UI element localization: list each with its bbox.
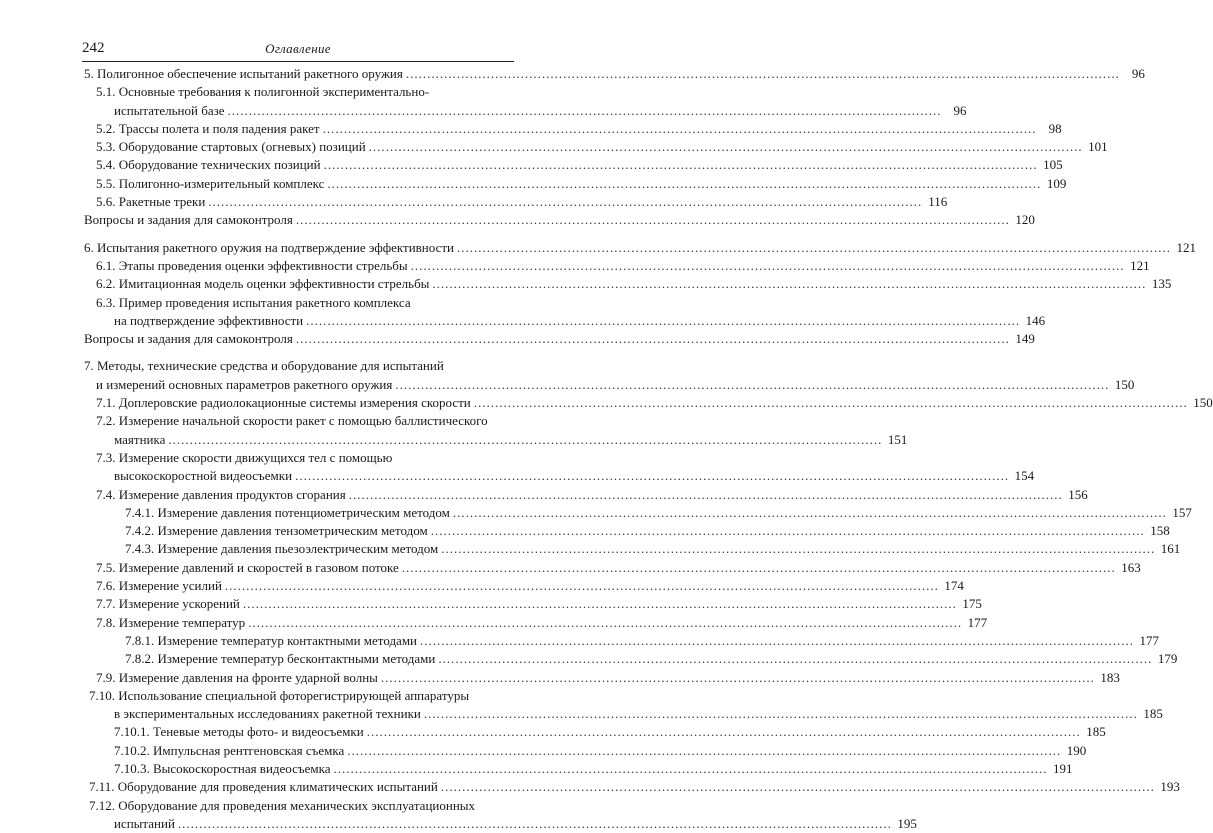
toc-page-number: 96 — [1131, 66, 1145, 81]
toc-section-7-3[interactable] — [82, 449, 514, 467]
toc-entry-text: 7.6. Измерение усилий — [96, 578, 222, 594]
toc-entry-text: 7.11. Оборудование для проведения климатических испытаний — [89, 779, 438, 795]
toc-page-number: 177 — [1139, 632, 1160, 648]
toc-entry-text: и измерений основных параметров ракетного оружия — [96, 376, 393, 392]
toc-page-number: 105 — [1043, 157, 1063, 173]
toc-section-5-1-cont[interactable] — [82, 102, 967, 120]
toc-subsection-7-10-1[interactable] — [82, 723, 1106, 741]
toc-section-7-8[interactable] — [82, 614, 988, 632]
toc-page-number: 183 — [1100, 669, 1120, 685]
toc-section-7-10[interactable] — [82, 687, 514, 705]
dot-leader: ........................................................................................................................................................................ — [432, 276, 1147, 292]
toc-section-5-2[interactable] — [82, 120, 1062, 138]
dot-leader: ........................................................................................................................................................................ — [438, 651, 1153, 667]
toc-page-number: 156 — [1068, 486, 1088, 502]
toc-section-5-4[interactable] — [82, 156, 1063, 174]
toc-page-number: 149 — [1015, 331, 1035, 347]
toc-page-number: 195 — [897, 815, 917, 831]
toc-page-number: 158 — [1150, 523, 1170, 539]
toc-page-number: 109 — [1046, 175, 1067, 191]
page-header — [82, 40, 514, 60]
toc-entry-text: 5.1. Основные требования к полигонной экспериментально- — [96, 84, 430, 100]
toc-page-number: 101 — [1088, 139, 1108, 155]
toc-page-number: 150 — [1114, 376, 1135, 392]
toc-section-7-12-cont[interactable] — [82, 815, 917, 833]
dot-leader: ........................................................................................................................................................................ — [380, 669, 1095, 685]
toc-entry-text: 7.10.2. Импульсная рентгеновская съемка — [114, 742, 345, 758]
toc-section-7-11[interactable] — [82, 778, 1180, 796]
dot-leader: ........................................................................................................................................................................ — [452, 504, 1167, 520]
toc-section-7-1[interactable] — [82, 394, 1213, 412]
toc-section-7-2[interactable] — [82, 412, 514, 430]
toc-subsection-7-4-1[interactable] — [82, 504, 1192, 522]
toc-entry-text: 7.10. Использование специальной фоторегистрирующей аппаратуры — [89, 687, 470, 703]
toc-page-number: 174 — [944, 578, 964, 594]
toc-entry-text: Вопросы и задания для самоконтроля — [84, 331, 293, 347]
toc-section-7-3-cont[interactable] — [82, 467, 1035, 485]
dot-leader: ........................................................................................................................................................................ — [168, 431, 883, 447]
toc-page-number: 191 — [1053, 760, 1073, 776]
dot-leader: ........................................................................................................................................................................ — [347, 742, 1062, 758]
dot-leader: ........................................................................................................................................................................ — [405, 66, 1120, 81]
toc-entry-text: 6. Испытания ракетного оружия на подтверждение эффективности — [84, 239, 454, 255]
toc-section-7-2-cont[interactable] — [82, 431, 908, 449]
toc-entry-text: 7.7. Измерение ускорений — [96, 596, 240, 612]
toc-section-5-1[interactable] — [82, 83, 514, 101]
toc-page-number: 161 — [1160, 541, 1181, 557]
toc-entry-text: 5. Полигонное обеспечение испытаний ракетного оружия — [84, 66, 403, 81]
toc-entry-text: высокоскоростной видеосъемки — [114, 468, 293, 484]
dot-leader: ........................................................................................................................................................................ — [322, 120, 1037, 136]
toc-subsection-7-4-3[interactable] — [82, 540, 1181, 558]
dot-leader: ........................................................................................................................................................................ — [423, 706, 1138, 722]
toc-chapter-7-cont[interactable] — [82, 376, 1135, 394]
toc-page-number: 98 — [1048, 120, 1062, 136]
dot-leader: ........................................................................................................................................................................ — [410, 257, 1125, 273]
toc-section-5-3[interactable] — [82, 138, 1108, 156]
dot-leader: ........................................................................................................................................................................ — [368, 139, 1083, 155]
dot-leader: ........................................................................................................................................................................ — [457, 239, 1171, 255]
toc-page-number: 150 — [1193, 395, 1213, 411]
toc-subsection-7-4-2[interactable] — [82, 522, 1170, 540]
dot-leader: ........................................................................................................................................................................ — [401, 559, 1116, 575]
toc-section-7-9[interactable] — [82, 669, 1120, 687]
dot-leader: ........................................................................................................................................................................ — [366, 724, 1081, 740]
running-title: Оглавление — [265, 41, 331, 56]
toc-entry-text: 6.2. Имитационная модель оценки эффективности стрельбы — [96, 276, 430, 292]
toc-entry-text: 7.8.2. Измерение температур бесконтактными методами — [125, 651, 436, 667]
toc-section-6-1[interactable] — [82, 257, 1150, 275]
toc-entry-text: 7.9. Измерение давления на фронте ударной волны — [96, 669, 378, 685]
toc-section-7-5[interactable] — [82, 559, 1141, 577]
table-of-contents — [82, 65, 1213, 833]
dot-leader: ........................................................................................................................................................................ — [420, 632, 1135, 648]
dot-leader: ........................................................................................................................................................................ — [295, 331, 1010, 347]
toc-section-5-6[interactable] — [82, 193, 948, 211]
toc-page-number: 116 — [928, 194, 948, 210]
toc-subsection-7-8-1[interactable] — [82, 632, 1160, 650]
toc-entry-text: маятника — [114, 431, 166, 447]
toc-page-number: 177 — [967, 614, 988, 630]
dot-leader: ........................................................................................................................................................................ — [208, 194, 923, 210]
toc-section-6-3-cont[interactable] — [82, 312, 1046, 330]
toc-page-number: 175 — [962, 596, 982, 612]
toc-entry-text: 7.4. Измерение давления продуктов сгорания — [96, 486, 346, 502]
toc-entry-text: 7. Методы, технические средства и оборудование для испытаний — [84, 358, 444, 374]
toc-page-number: 154 — [1014, 468, 1035, 484]
toc-entry-text: 7.10.3. Высокоскоростная видеосъемка — [114, 760, 331, 776]
header-rule — [82, 61, 514, 62]
toc-entry-text: в экспериментальных исследованиях ракетной техники — [114, 706, 421, 722]
toc-subsection-7-8-2[interactable] — [82, 650, 1178, 668]
toc-page-number: 179 — [1157, 651, 1178, 667]
toc-section-6-2[interactable] — [82, 275, 1172, 293]
toc-chapter-7[interactable] — [82, 357, 514, 375]
toc-entry-text: 7.2. Измерение начальной скорости ракет с помощью баллистического — [96, 413, 488, 429]
toc-section-7-12[interactable] — [82, 797, 514, 815]
toc-section-7-6[interactable] — [82, 577, 964, 595]
toc-page-number: 185 — [1143, 706, 1163, 722]
dot-leader: ........................................................................................................................................................................ — [323, 157, 1038, 173]
dot-leader: ........................................................................................................................................................................ — [306, 312, 1021, 328]
toc-entry-text: испытаний — [114, 815, 175, 831]
toc-page-number: 120 — [1015, 212, 1035, 228]
dot-leader: ........................................................................................................................................................................ — [248, 614, 963, 630]
toc-chapter-5[interactable] — [82, 65, 1145, 83]
toc-page-number: 96 — [953, 102, 967, 118]
toc-entry-text: 7.10.1. Теневые методы фото- и видеосъемки — [114, 724, 364, 740]
toc-entry-text: 7.1. Доплеровские радиолокационные системы измерения скорости — [96, 395, 471, 411]
toc-questions-5[interactable] — [82, 211, 1035, 229]
dot-leader: ........................................................................................................................................................................ — [440, 779, 1155, 795]
toc-entry-text: 5.4. Оборудование технических позиций — [96, 157, 321, 173]
toc-entry-text: 5.3. Оборудование стартовых (огневых) позиций — [96, 139, 366, 155]
toc-entry-text: 6.3. Пример проведения испытания ракетного комплекса — [96, 294, 411, 310]
toc-entry-text: на подтверждение эффективности — [114, 312, 304, 328]
dot-leader: ........................................................................................................................................................................ — [333, 760, 1048, 776]
dot-leader: ........................................................................................................................................................................ — [227, 102, 942, 118]
toc-page-number: 185 — [1086, 724, 1106, 740]
page-number: 242 — [82, 40, 105, 56]
toc-entry-text: 5.2. Трассы полета и поля падения ракет — [96, 120, 320, 136]
toc-page-number: 121 — [1130, 257, 1150, 273]
toc-entry-text: испытательной базе — [114, 102, 225, 118]
toc-page-number: 146 — [1025, 312, 1046, 328]
toc-entry-text: 6.1. Этапы проведения оценки эффективности стрельбы — [96, 257, 408, 273]
toc-entry-text: 5.5. Полигонно-измерительный комплекс — [96, 175, 325, 191]
toc-page-number: 135 — [1151, 276, 1172, 292]
toc-entry-text: 7.4.3. Измерение давления пьезоэлектрическим методом — [125, 541, 439, 557]
toc-section-6-3[interactable] — [82, 294, 514, 312]
toc-entry-text: 5.6. Ракетные треки — [96, 194, 206, 210]
toc-entry-text: 7.8.1. Измерение температур контактными методами — [125, 632, 418, 648]
toc-questions-6[interactable] — [82, 330, 1035, 348]
toc-entry-text: 7.8. Измерение температур — [96, 614, 246, 630]
toc-page-number: 121 — [1176, 239, 1196, 255]
toc-entry-text: 7.5. Измерение давлений и скоростей в газовом потоке — [96, 559, 399, 575]
toc-page-number: 193 — [1160, 779, 1180, 795]
dot-leader: ........................................................................................................................................................................ — [295, 468, 1010, 484]
toc-entry-text: 7.4.2. Измерение давления тензометрическим методом — [125, 523, 428, 539]
dot-leader: ........................................................................................................................................................................ — [242, 596, 957, 612]
dot-leader: ........................................................................................................................................................................ — [430, 523, 1145, 539]
dot-leader: ........................................................................................................................................................................ — [441, 541, 1156, 557]
dot-leader: ........................................................................................................................................................................ — [327, 175, 1042, 191]
toc-section-7-7[interactable] — [82, 595, 982, 613]
toc-entry-text: Вопросы и задания для самоконтроля — [84, 212, 293, 228]
dot-leader: ........................................................................................................................................................................ — [295, 212, 1010, 228]
dot-leader: ........................................................................................................................................................................ — [348, 486, 1063, 502]
toc-subsection-7-10-2[interactable] — [82, 742, 1087, 760]
toc-page-number: 190 — [1066, 742, 1087, 758]
toc-entry-text: 7.12. Оборудование для проведения механических эксплуатационных — [89, 797, 476, 813]
toc-section-7-4[interactable] — [82, 486, 1088, 504]
dot-leader: ........................................................................................................................................................................ — [473, 395, 1188, 411]
dot-leader: ........................................................................................................................................................................ — [224, 578, 939, 594]
toc-page-number: 163 — [1121, 559, 1141, 575]
toc-section-5-5[interactable] — [82, 175, 1067, 193]
toc-entry-text: 7.4.1. Измерение давления потенциометрическим методом — [125, 504, 450, 520]
toc-page-number: 157 — [1172, 504, 1192, 520]
toc-subsection-7-10-3[interactable] — [82, 760, 1073, 778]
toc-page-number: 151 — [887, 431, 908, 447]
dot-leader: ........................................................................................................................................................................ — [177, 815, 892, 831]
toc-chapter-6[interactable] — [82, 239, 1196, 257]
dot-leader: ........................................................................................................................................................................ — [395, 376, 1110, 392]
toc-section-7-10-cont[interactable] — [82, 705, 1163, 723]
toc-entry-text: 7.3. Измерение скорости движущихся тел с помощью — [96, 449, 393, 465]
